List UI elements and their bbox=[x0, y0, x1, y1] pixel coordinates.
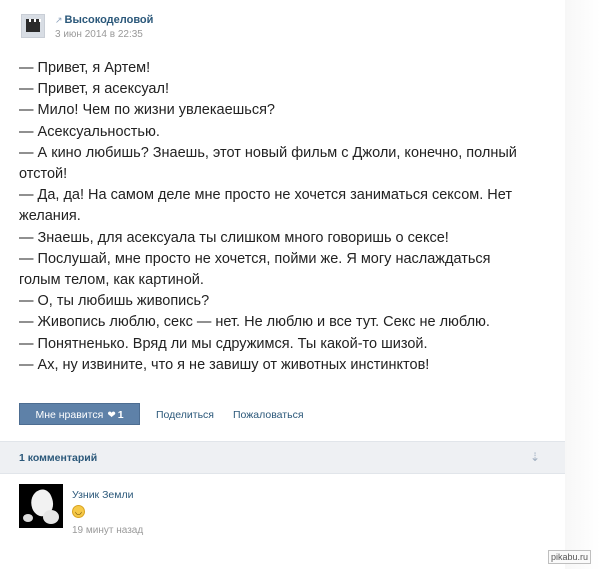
smile-emoji-icon: ◡ bbox=[72, 505, 85, 518]
post-line: — Понятненько. Вряд ли мы сдружимся. Ты какой-то шизой. bbox=[19, 335, 428, 352]
page-edge bbox=[565, 0, 600, 569]
post-line: — Послушай, мне просто не хочется, пойми же. Я могу наслаждаться bbox=[19, 250, 491, 267]
heart-icon: ❤ bbox=[107, 410, 116, 421]
comments-count[interactable]: 1 комментарий bbox=[19, 452, 98, 464]
post-line: — Живопись люблю, секс — нет. Не люблю и все тут. Секс не люблю. bbox=[19, 314, 490, 331]
post-line: — Привет, я Артем! bbox=[19, 60, 151, 76]
author-avatar[interactable] bbox=[21, 14, 45, 38]
post-line: — Ах, ну извините, что я не завишу от животных инстинктов! bbox=[19, 356, 430, 373]
commenter-avatar[interactable] bbox=[19, 484, 63, 528]
share-link[interactable]: Поделиться bbox=[156, 409, 214, 421]
post-line: — Привет, я асексуал! bbox=[19, 81, 169, 98]
pikabu-watermark: pikabu.ru bbox=[548, 550, 591, 564]
post-line: — Да, да! На самом деле мне просто не хочется заниматься сексом. Нет bbox=[19, 187, 512, 204]
comments-header[interactable] bbox=[0, 441, 565, 474]
like-count: 1 bbox=[117, 409, 124, 421]
report-link[interactable]: Пожаловаться bbox=[233, 409, 304, 421]
post-line: — Мило! Чем по жизни увлекаешься? bbox=[19, 102, 275, 119]
post-line: — А кино любишь? Знаешь, этот новый фильм с Джоли, конечно, полный bbox=[19, 144, 517, 161]
like-button[interactable] bbox=[19, 403, 140, 425]
collapse-arrow-icon[interactable]: ⇣ bbox=[530, 450, 541, 464]
commenter-name[interactable]: Узник Земли bbox=[72, 489, 134, 501]
post-line: голым телом, как картиной. bbox=[19, 272, 204, 289]
author-name[interactable]: Высокоделовой bbox=[64, 14, 154, 26]
author-line bbox=[55, 13, 153, 27]
post-text bbox=[19, 58, 549, 376]
post-line: — Асексуальностью. bbox=[19, 123, 160, 140]
like-label: Мне нравится bbox=[35, 409, 104, 421]
post-line: желания. bbox=[19, 208, 81, 225]
post-date[interactable]: 3 июн 2014 в 22:35 bbox=[55, 29, 143, 40]
link-icon: ↗ bbox=[55, 15, 63, 25]
post-line: — О, ты любишь живопись? bbox=[19, 293, 210, 310]
post-line: отстой! bbox=[19, 166, 68, 183]
comment-time[interactable]: 19 минут назад bbox=[72, 525, 144, 536]
post-line: — Знаешь, для асексуала ты слишком много говоришь о сексе! bbox=[19, 229, 449, 246]
